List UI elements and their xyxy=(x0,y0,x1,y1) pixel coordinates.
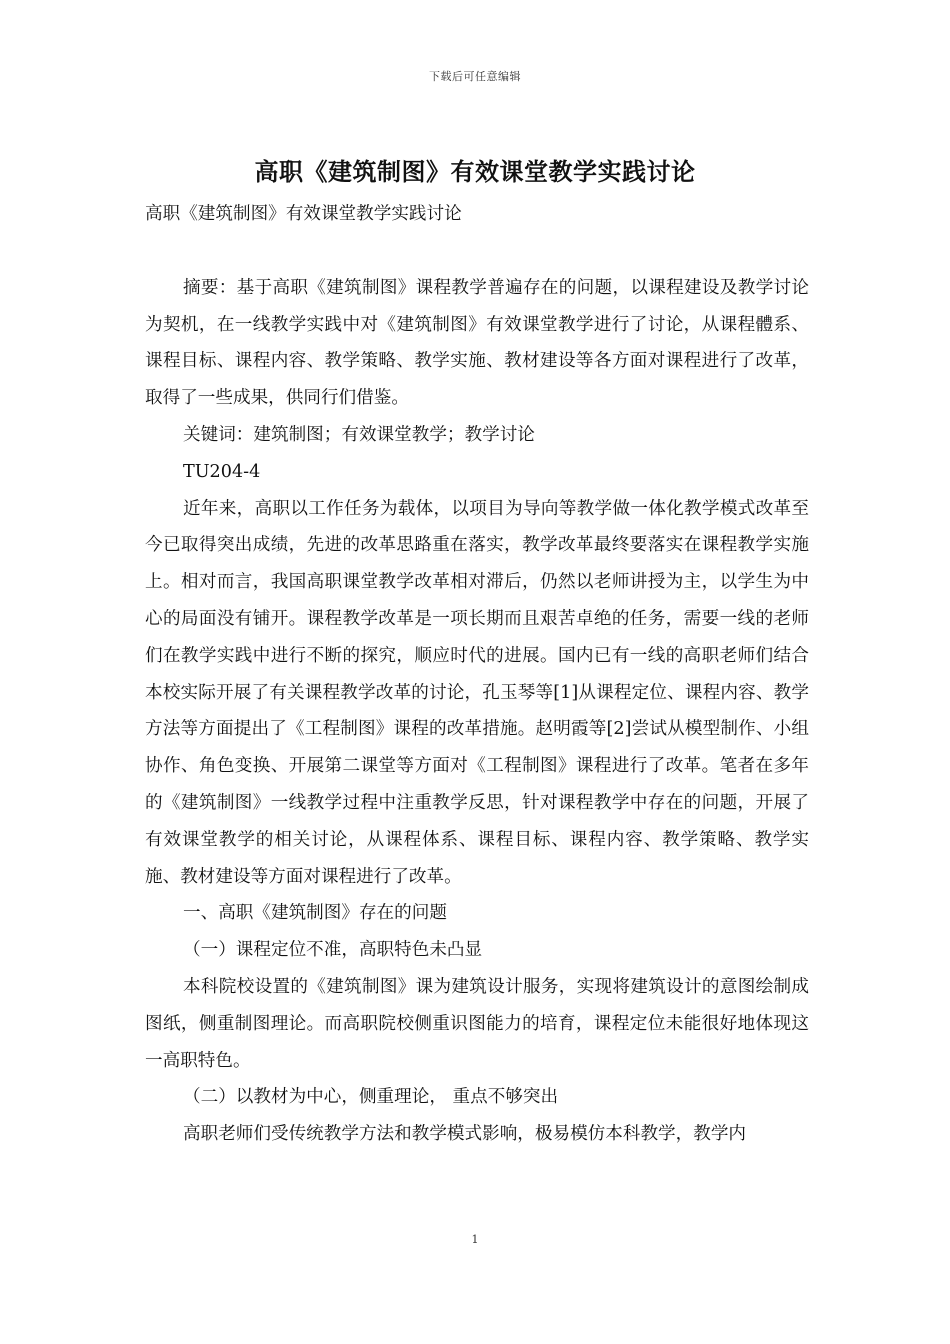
subsection-2-body: 高职老师们受传统教学方法和教学模式影响，极易模仿本科教学，教学内 xyxy=(183,1124,747,1145)
keywords-paragraph: 关键词：建筑制图；有效课堂教学；教学讨论 xyxy=(183,424,535,445)
intro-paragraph: 近年来，高职以工作任务为载体，以项目为导向等教学做一体化教学模式改革至今已取得突出成绩，先进的改革思路重在落实，教学改革最终要落实在课程教学实施上。相对而言，我国高职课堂教学改革相对滞后，仍然以老师讲授为主，以学生为中心的局面没有铺开。课程教学改革是一项长期而且艰苦卓绝的任务，需要一线的老师们在教学实践中进行不断的探究，顺应时代的进展。国内已有一线的高职老师们结合本校实际开展了有关课程教学改革的讨论，孔玉琴等[1]从课程定位、课程内容、教学方法等方面提出了《工程制图》课程的改革措施。赵明霞等[2]尝试从模型制作、小组协作、角色变换、开展第二课堂等方面对《工程制图》课程进行了改革。笔者在多年的《建筑制图》一线教学过程中注重教学反思，针对课程教学中存在的问题，开展了有效课堂教学的相关讨论，从课程体系、课程目标、课程内容、教学策略、教学实施、教材建设等方面对课程进行了改革。 xyxy=(145,498,809,887)
section-1-heading: 一、高职《建筑制图》存在的问题 xyxy=(183,903,447,924)
page-number: 1 xyxy=(471,1233,479,1246)
subsection-2-heading: （二）以教材为中心，侧重理论， 重点不够突出 xyxy=(183,1087,559,1108)
classification-code: TU204-4 xyxy=(183,461,261,482)
header-note: 下载后可任意编辑 xyxy=(429,70,521,83)
subtitle-line: 高职《建筑制图》有效课堂教学实践讨论 xyxy=(145,204,462,224)
subsection-1-body: 本科院校设置的《建筑制图》课为建筑设计服务，实现将建筑设计的意图绘制成图纸，侧重制图理论。而高职院校侧重识图能力的培育，课程定位未能很好地体现这一高职特色。 xyxy=(145,976,809,1071)
subsection-1-heading: （一）课程定位不准，高职特色未凸显 xyxy=(183,940,483,961)
document-body xyxy=(145,196,809,1153)
abstract-paragraph: 摘要：基于高职《建筑制图》课程教学普遍存在的问题，以课程建设及教学讨论为契机，在一线教学实践中对《建筑制图》有效课堂教学进行了讨论，从课程體系、课程目标、课程内容、教学策略、教学实施、教材建设等各方面对课程进行了改革，取得了一些成果，供同行们借鉴。 xyxy=(145,277,809,409)
document-title: 高职《建筑制图》有效课堂教学实践讨论 xyxy=(254,157,696,186)
paragraph-gap xyxy=(145,233,809,270)
